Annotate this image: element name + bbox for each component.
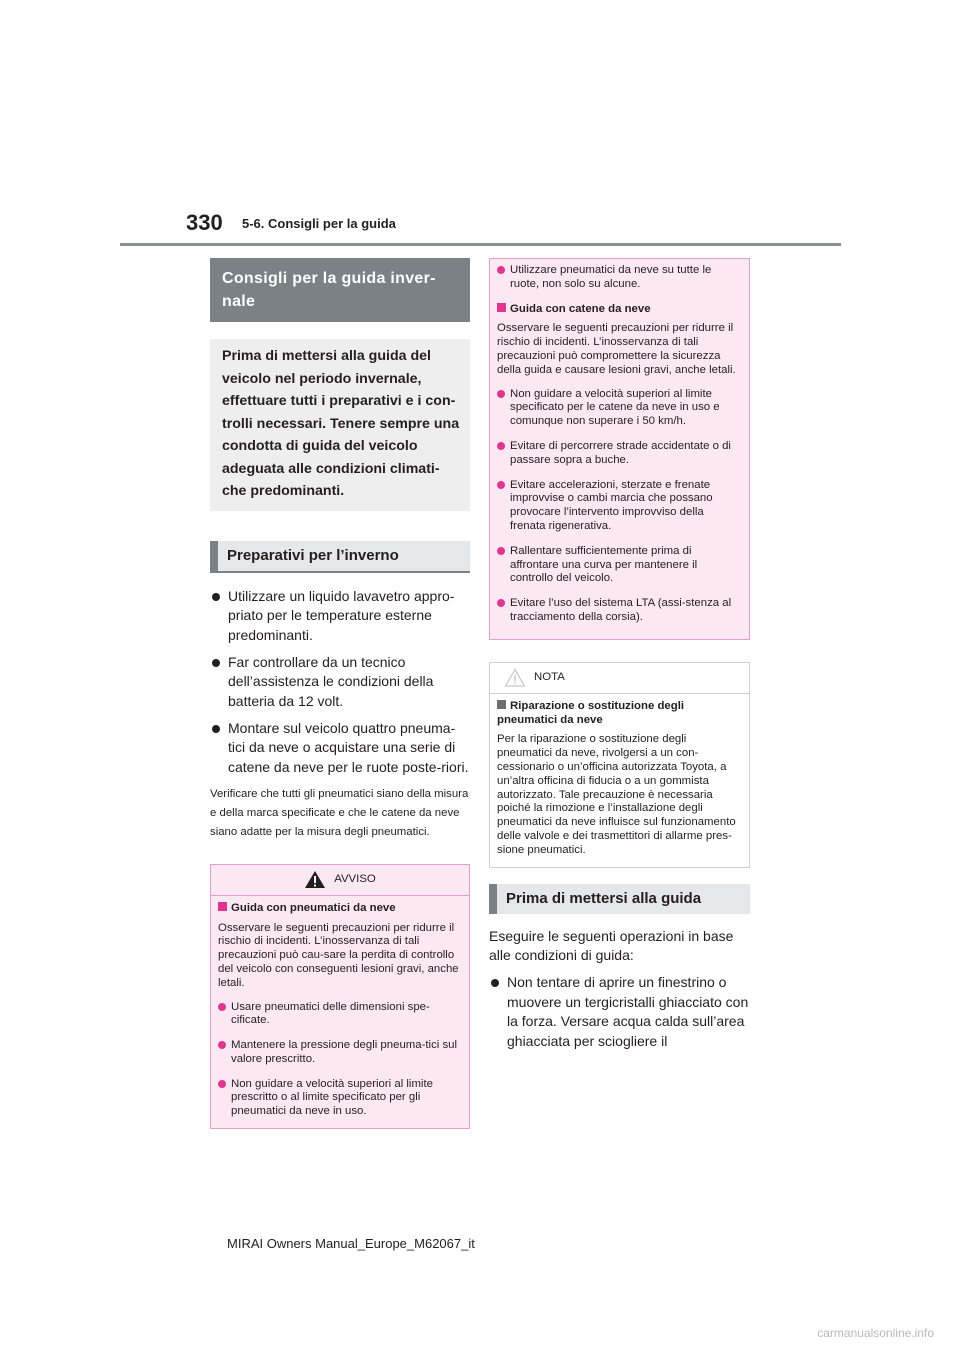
bullet-icon bbox=[491, 979, 499, 987]
square-bullet-icon bbox=[218, 902, 227, 911]
note-box bbox=[489, 662, 750, 868]
bullet-icon bbox=[212, 593, 220, 601]
circle-bullet-icon bbox=[218, 1003, 226, 1011]
warning-item: Non guidare a velocità superiori al limite specificato per le catene da neve in uso e comunque non superare i 50 km/h. bbox=[497, 388, 742, 429]
chains-title: Guida con catene da neve bbox=[497, 303, 742, 317]
warning-label: AVVISO bbox=[334, 872, 376, 885]
list-item: Non tentare di aprire un finestrino o muovere un tergicristalli ghiacciato con la forza. Versare acqua calda sull’area ghiacciata per sciogliere il bbox=[489, 973, 750, 1052]
circle-bullet-icon bbox=[497, 599, 505, 607]
circle-bullet-icon bbox=[218, 1080, 226, 1088]
list-item: Montare sul veicolo quattro pneuma-tici da neve o acquistare una serie di catene da neve per le ruote poste-riori. bbox=[210, 719, 470, 778]
bullet-icon bbox=[212, 725, 220, 733]
warning-continued-box bbox=[489, 258, 750, 640]
bullet-icon bbox=[212, 659, 220, 667]
circle-bullet-icon bbox=[497, 266, 505, 274]
section-title: 5-6. Consigli per la guida bbox=[242, 216, 396, 231]
warning-paragraph: Osservare le seguenti precauzioni per ridurre il rischio di incidenti. L’inosservanza di tali precauzioni può cau-sare la perdita di controllo del veicolo con conseguenti lesioni gravi, anche letali. bbox=[218, 921, 459, 989]
main-heading: Consigli per la guida inver-nale bbox=[210, 258, 470, 322]
left-column bbox=[210, 258, 470, 1129]
intro-box: Prima di mettersi alla guida del veicolo nel periodo invernale, effettuare tutti i preparativi e i con-trolli necessari. Tenere sempre una condotta di guida del veicolo adeguata alle condizioni climati-che predominanti. bbox=[210, 339, 470, 511]
header-rule bbox=[120, 243, 841, 246]
note-header bbox=[490, 663, 749, 694]
warning-box bbox=[210, 864, 470, 1129]
circle-bullet-icon bbox=[497, 442, 505, 450]
warning-item: Evitare l’uso del sistema LTA (assi-stenza al tracciamento della corsia). bbox=[497, 597, 742, 625]
warning-item: Mantenere la pressione degli pneuma-tici sul valore prescritto. bbox=[218, 1039, 462, 1067]
watermark: carmanualsonline.info bbox=[817, 1326, 934, 1340]
tire-note: Verificare che tutti gli pneumatici siano della misura e della marca specificate e che le catene da neve siano adatte per la misura degli pneumatici. bbox=[210, 787, 469, 839]
circle-bullet-icon bbox=[218, 1041, 226, 1049]
right-column bbox=[489, 258, 750, 1059]
note-label: NOTA bbox=[534, 670, 565, 683]
square-bullet-icon bbox=[497, 700, 506, 709]
warning-triangle-icon bbox=[304, 870, 326, 889]
warning-item: Utilizzare pneumatici da neve su tutte le ruote, non solo su alcune. bbox=[497, 264, 742, 292]
warning-item: Evitare di percorrere strade accidentate o di passare sopra a buche. bbox=[497, 440, 742, 468]
list-item: Far controllare da un tecnico dell’assistenza le condizioni della batteria da 12 volt. bbox=[210, 653, 470, 712]
circle-bullet-icon bbox=[497, 481, 505, 489]
page-number: 330 bbox=[186, 210, 223, 235]
warning-title: Guida con pneumatici da neve bbox=[218, 902, 462, 916]
circle-bullet-icon bbox=[497, 547, 505, 555]
list-item: Utilizzare un liquido lavavetro appro-priato per le temperature esterne predominanti. bbox=[210, 587, 470, 646]
square-bullet-icon bbox=[497, 303, 506, 312]
warning-item: Rallentare sufficientemente prima di affrontare una curva per mantenere il controllo del veicolo. bbox=[497, 545, 742, 586]
before-driving-paragraph: Eseguire le seguenti operazioni in base alle condizioni di guida: bbox=[489, 927, 734, 964]
caution-triangle-icon bbox=[504, 668, 526, 687]
before-driving-heading: Prima di mettersi alla guida bbox=[489, 884, 750, 914]
warning-item: Usare pneumatici delle dimensioni spe-cificate. bbox=[218, 1001, 462, 1029]
circle-bullet-icon bbox=[497, 390, 505, 398]
before-driving-list bbox=[489, 973, 750, 1052]
footer: MIRAI Owners Manual_Europe_M62067_it bbox=[227, 1236, 475, 1251]
warning-item: Evitare accelerazioni, sterzate e frenate improvvise o cambi marcia che possano provocare l’intervento improvviso della frenata rigenerativa. bbox=[497, 479, 742, 534]
winter-prep-list bbox=[210, 587, 470, 778]
note-paragraph: Per la riparazione o sostituzione degli pneumatici da neve, rivolgersi a un con-cessionario o un’officina autorizzata Toyota, a un’altra officina di fiducia o a un gommista autorizzato. Tale precauzione è necessaria poiché la rimozione e l’installazione degli pneumatici da neve influisce sul funzionamento delle valvole e dei trasmettitori di allarme pres-sione pneumatici. bbox=[497, 733, 736, 856]
note-title: Riparazione o sostituzione degli pneumatici da neve bbox=[497, 699, 685, 726]
warning-item: Non guidare a velocità superiori al limite prescritto o al limite specificato per gli pneumatici da neve in uso. bbox=[218, 1078, 462, 1119]
winter-prep-heading: Preparativi per l’inverno bbox=[210, 541, 470, 573]
warning-header bbox=[211, 865, 469, 896]
chains-paragraph: Osservare le seguenti precauzioni per ridurre il rischio di incidenti. L’inosservanza di tali precauzioni può compromettere la sicurezza della guida e causare lesioni gravi, anche letali. bbox=[497, 322, 736, 376]
